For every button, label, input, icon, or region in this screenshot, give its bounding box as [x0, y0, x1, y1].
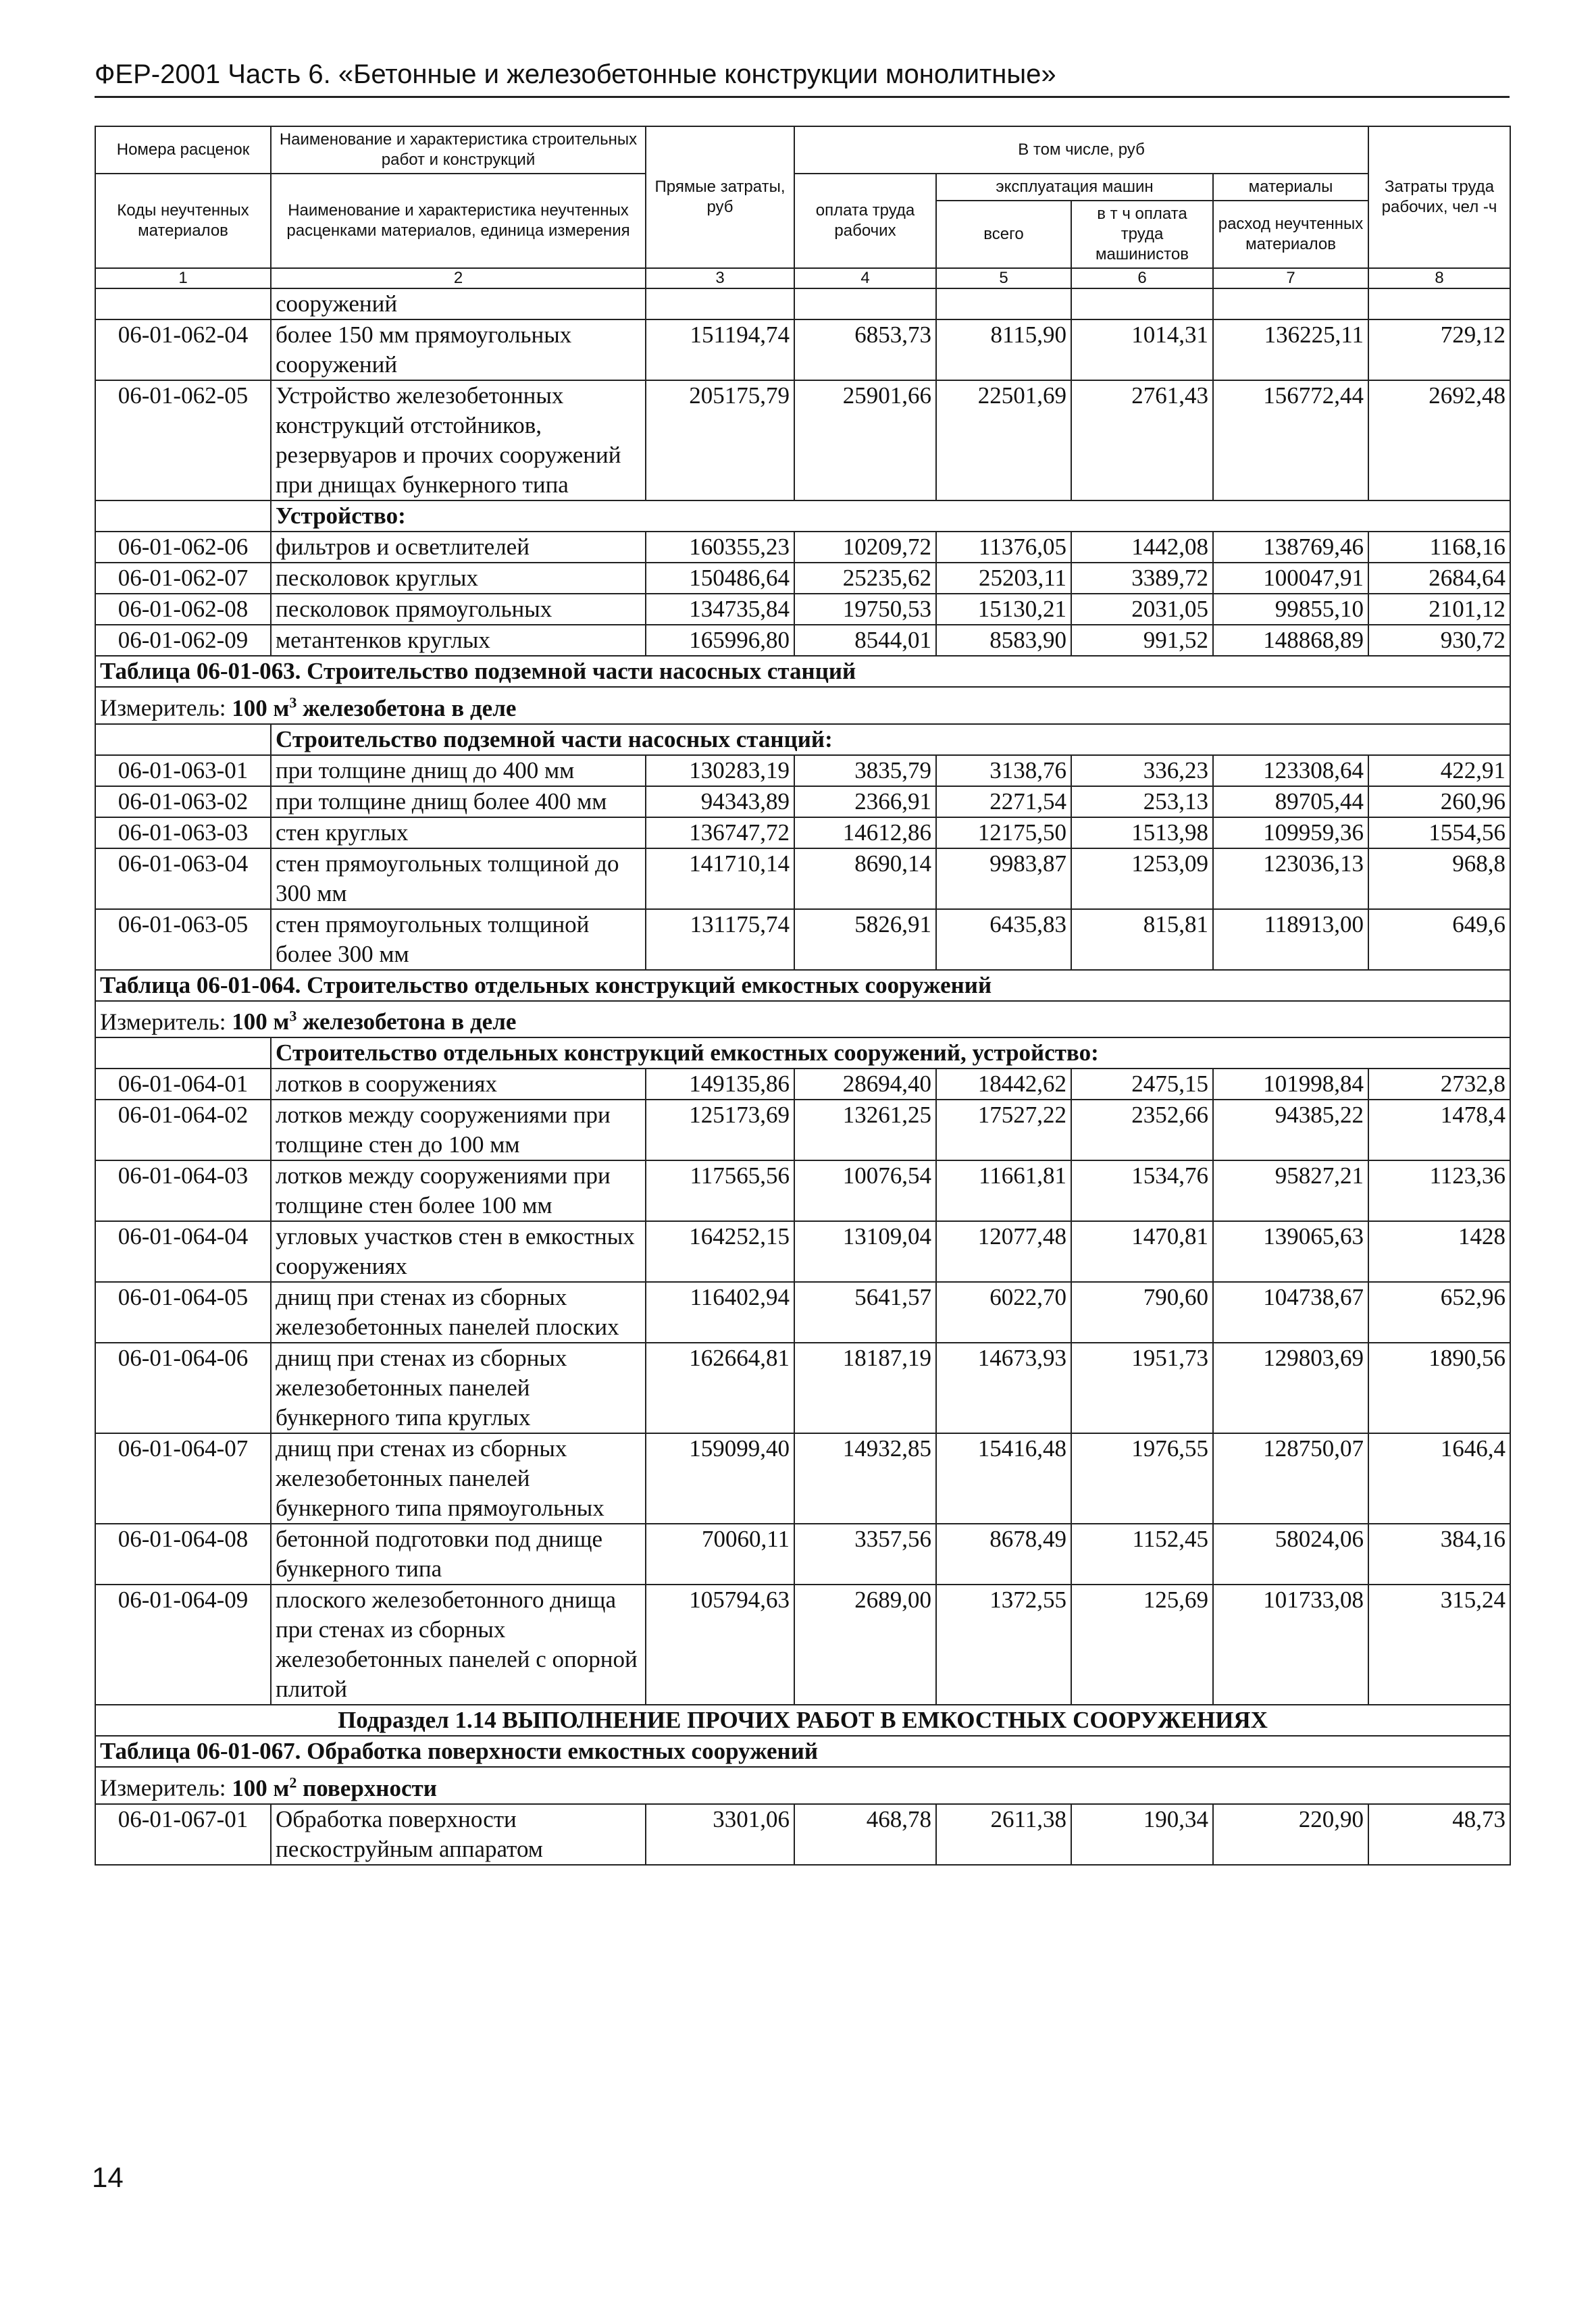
rate-value: 117565,56 — [646, 1160, 794, 1221]
th-wages: оплата труда рабочих — [794, 174, 936, 268]
rate-code: 06-01-063-03 — [95, 817, 271, 848]
rate-value: 384,16 — [1368, 1524, 1510, 1585]
rate-value: 123308,64 — [1213, 755, 1368, 786]
rate-code: 06-01-064-01 — [95, 1069, 271, 1100]
group-label: Устройство: — [271, 500, 1510, 532]
rate-name: при толщине днищ более 400 мм — [271, 786, 646, 817]
th-including: В том числе, руб — [794, 126, 1368, 174]
table-row — [95, 1343, 1510, 1433]
rate-value: 1890,56 — [1368, 1343, 1510, 1433]
unit-text: поверхности — [297, 1774, 437, 1801]
rate-value: 2475,15 — [1071, 1069, 1213, 1100]
rate-value: 95827,21 — [1213, 1160, 1368, 1221]
rate-code: 06-01-062-07 — [95, 563, 271, 594]
unit-number: 100 м — [232, 1774, 290, 1801]
rate-value: 1253,09 — [1071, 848, 1213, 909]
rate-value: 14673,93 — [936, 1343, 1071, 1433]
rate-value: 2689,00 — [794, 1585, 936, 1705]
unit-cell — [95, 1001, 1510, 1038]
unit-cell — [95, 687, 1510, 724]
page-number: 14 — [92, 2161, 124, 2193]
unit-value — [232, 695, 516, 721]
unit-label: Измеритель: — [100, 694, 226, 721]
col-num: 2 — [271, 268, 646, 288]
rate-code: 06-01-063-05 — [95, 909, 271, 970]
subsection-title: Подраздел 1.14 ВЫПОЛНЕНИЕ ПРОЧИХ РАБОТ В ЕМКОСТНЫХ СООРУЖЕНИЯХ — [95, 1705, 1510, 1736]
rate-value: 220,90 — [1213, 1804, 1368, 1865]
rate-value: 28694,40 — [794, 1069, 936, 1100]
rate-value: 1014,31 — [1071, 319, 1213, 380]
table-row — [95, 288, 1510, 319]
rate-value: 1976,55 — [1071, 1433, 1213, 1524]
rate-code: 06-01-062-08 — [95, 594, 271, 625]
rate-value: 125,69 — [1071, 1585, 1213, 1705]
rate-value: 17527,22 — [936, 1100, 1071, 1160]
rate-value — [794, 288, 936, 319]
rate-value: 58024,06 — [1213, 1524, 1368, 1585]
unit-row — [95, 1001, 1510, 1038]
table-row — [95, 532, 1510, 563]
th-machines: эксплуатация машин — [936, 174, 1213, 201]
rate-name: плоского железобетонного днища при стенах из сборных железобетонных панелей с опорной плитой — [271, 1585, 646, 1705]
header-rule — [95, 96, 1510, 98]
rate-value — [1071, 288, 1213, 319]
rate-value: 123036,13 — [1213, 848, 1368, 909]
rate-value: 15130,21 — [936, 594, 1071, 625]
rate-code: 06-01-064-04 — [95, 1221, 271, 1282]
rate-value: 130283,19 — [646, 755, 794, 786]
subsection-row — [95, 1705, 1510, 1736]
rate-name: песколовок круглых — [271, 563, 646, 594]
rate-value: 1470,81 — [1071, 1221, 1213, 1282]
rate-value: 6022,70 — [936, 1282, 1071, 1343]
rate-value: 105794,63 — [646, 1585, 794, 1705]
rate-code: 06-01-064-03 — [95, 1160, 271, 1221]
unit-value — [232, 1775, 437, 1801]
rate-value — [936, 288, 1071, 319]
table-row — [95, 786, 1510, 817]
table-row — [95, 380, 1510, 500]
table-row — [95, 909, 1510, 970]
rate-code: 06-01-063-04 — [95, 848, 271, 909]
rate-code: 06-01-063-02 — [95, 786, 271, 817]
rate-value: 94385,22 — [1213, 1100, 1368, 1160]
rate-value: 94343,89 — [646, 786, 794, 817]
rate-value: 468,78 — [794, 1804, 936, 1865]
rate-code: 06-01-062-06 — [95, 532, 271, 563]
table-row — [95, 1524, 1510, 1585]
rate-value: 116402,94 — [646, 1282, 794, 1343]
rate-value: 1951,73 — [1071, 1343, 1213, 1433]
rate-value: 1554,56 — [1368, 817, 1510, 848]
rate-name: днищ при стенах из сборных железобетонных панелей бункерного типа круглых — [271, 1343, 646, 1433]
rate-value: 1168,16 — [1368, 532, 1510, 563]
rate-value: 5641,57 — [794, 1282, 936, 1343]
table-063-title — [95, 656, 1510, 687]
table-row — [95, 1585, 1510, 1705]
rate-value: 1513,98 — [1071, 817, 1213, 848]
rate-code: 06-01-067-01 — [95, 1804, 271, 1865]
rate-value: 3835,79 — [794, 755, 936, 786]
rate-code: 06-01-064-02 — [95, 1100, 271, 1160]
rate-value: 12077,48 — [936, 1221, 1071, 1282]
rate-code: 06-01-064-08 — [95, 1524, 271, 1585]
rate-value: 815,81 — [1071, 909, 1213, 970]
rate-value: 12175,50 — [936, 817, 1071, 848]
rate-value: 1478,4 — [1368, 1100, 1510, 1160]
rate-name: лотков в сооружениях — [271, 1069, 646, 1100]
rate-value: 1534,76 — [1071, 1160, 1213, 1221]
rate-value: 25203,11 — [936, 563, 1071, 594]
rate-code: 06-01-062-04 — [95, 319, 271, 380]
rate-value: 1442,08 — [1071, 532, 1213, 563]
rate-value: 2761,43 — [1071, 380, 1213, 500]
rate-value: 148868,89 — [1213, 625, 1368, 656]
rate-name: стен прямоугольных толщиной до 300 мм — [271, 848, 646, 909]
table-row — [95, 755, 1510, 786]
th-name-works: Наименование и характеристика строительных работ и конструкций — [271, 126, 646, 174]
rate-code: 06-01-064-05 — [95, 1282, 271, 1343]
rate-value: 13109,04 — [794, 1221, 936, 1282]
rate-name: стен прямоугольных толщиной более 300 мм — [271, 909, 646, 970]
unit-number: 100 м — [232, 694, 290, 721]
rate-value: 160355,23 — [646, 532, 794, 563]
rate-value: 11661,81 — [936, 1160, 1071, 1221]
rate-code: 06-01-063-01 — [95, 755, 271, 786]
rate-value: 25901,66 — [794, 380, 936, 500]
table-row — [95, 625, 1510, 656]
rate-value: 8115,90 — [936, 319, 1071, 380]
rate-value: 205175,79 — [646, 380, 794, 500]
table-row — [95, 848, 1510, 909]
group-row — [95, 724, 1510, 755]
rate-value: 2732,8 — [1368, 1069, 1510, 1100]
rate-name: Устройство железобетонных конструкций отстойников, резервуаров и прочих сооружений при днищах бункерного типа — [271, 380, 646, 500]
rate-value: 1428 — [1368, 1221, 1510, 1282]
table-063-title-cell: Таблица 06-01-063. Строительство подземной части насосных станций — [95, 656, 1510, 687]
th-name-materials: Наименование и характеристика неучтенных расценками материалов, единица измерения — [271, 174, 646, 268]
rate-value: 164252,15 — [646, 1221, 794, 1282]
col-num: 6 — [1071, 268, 1213, 288]
table-row — [95, 817, 1510, 848]
table-row — [95, 1433, 1510, 1524]
rate-value — [1368, 288, 1510, 319]
th-labor: Затраты труда рабочих, чел -ч — [1368, 126, 1510, 268]
rate-value: 125173,69 — [646, 1100, 794, 1160]
th-machines-total: всего — [936, 201, 1071, 268]
rate-value: 8690,14 — [794, 848, 936, 909]
rate-name: более 150 мм прямоугольных сооружений — [271, 319, 646, 380]
table-064-title-cell: Таблица 06-01-064. Строительство отдельных конструкций емкостных сооружений — [95, 970, 1510, 1001]
rate-value: 141710,14 — [646, 848, 794, 909]
rate-value: 138769,46 — [1213, 532, 1368, 563]
rate-value: 25235,62 — [794, 563, 936, 594]
rate-value: 13261,25 — [794, 1100, 936, 1160]
unit-text: железобетона в деле — [297, 1008, 517, 1035]
unit-exponent: 3 — [289, 694, 297, 711]
rate-name: при толщине днищ до 400 мм — [271, 755, 646, 786]
rate-value: 1372,55 — [936, 1585, 1071, 1705]
th-codes: Коды неучтенных материалов — [95, 174, 271, 268]
group-code — [95, 1037, 271, 1069]
rate-value: 1123,36 — [1368, 1160, 1510, 1221]
th-direct-costs: Прямые затраты, руб — [646, 126, 794, 268]
rate-value: 14932,85 — [794, 1433, 936, 1524]
rate-value: 1646,4 — [1368, 1433, 1510, 1524]
rate-value: 128750,07 — [1213, 1433, 1368, 1524]
rate-value: 190,34 — [1071, 1804, 1213, 1865]
rate-value: 2692,48 — [1368, 380, 1510, 500]
rate-value: 100047,91 — [1213, 563, 1368, 594]
rate-value: 930,72 — [1368, 625, 1510, 656]
rate-code: 06-01-062-05 — [95, 380, 271, 500]
group-label: Строительство подземной части насосных станций: — [271, 724, 1510, 755]
rate-value: 10209,72 — [794, 532, 936, 563]
table-row — [95, 319, 1510, 380]
rate-value: 253,13 — [1071, 786, 1213, 817]
col-num: 5 — [936, 268, 1071, 288]
th-machines-wages: в т ч оплата труда машинистов — [1071, 201, 1213, 268]
unit-row — [95, 1767, 1510, 1804]
rate-value: 6853,73 — [794, 319, 936, 380]
rate-name: лотков между сооружениями при толщине стен до 100 мм — [271, 1100, 646, 1160]
unit-label: Измеритель: — [100, 1774, 226, 1801]
rate-value: 89705,44 — [1213, 786, 1368, 817]
rate-value: 3389,72 — [1071, 563, 1213, 594]
rate-value: 2352,66 — [1071, 1100, 1213, 1160]
rate-name: песколовок прямоугольных — [271, 594, 646, 625]
group-code — [95, 724, 271, 755]
rate-value: 991,52 — [1071, 625, 1213, 656]
header-row-2 — [95, 174, 1510, 201]
rate-value: 14612,86 — [794, 817, 936, 848]
rate-value: 6435,83 — [936, 909, 1071, 970]
rate-value: 150486,64 — [646, 563, 794, 594]
rate-value: 2031,05 — [1071, 594, 1213, 625]
rate-value: 101998,84 — [1213, 1069, 1368, 1100]
rate-value: 968,8 — [1368, 848, 1510, 909]
unit-cell — [95, 1767, 1510, 1804]
rate-value: 101733,08 — [1213, 1585, 1368, 1705]
rate-value: 165996,80 — [646, 625, 794, 656]
col-num: 3 — [646, 268, 794, 288]
rate-name: метантенков круглых — [271, 625, 646, 656]
unit-value — [232, 1008, 516, 1035]
unit-text: железобетона в деле — [297, 694, 517, 721]
rate-value: 260,96 — [1368, 786, 1510, 817]
th-materials-consumption: расход неучтенных материалов — [1213, 201, 1368, 268]
rate-name: днищ при стенах из сборных железобетонных панелей бункерного типа прямоугольных — [271, 1433, 646, 1524]
rate-value: 3138,76 — [936, 755, 1071, 786]
rate-value: 118913,00 — [1213, 909, 1368, 970]
rate-name: угловых участков стен в емкостных сооружениях — [271, 1221, 646, 1282]
table-067-title — [95, 1736, 1510, 1767]
rate-value: 11376,05 — [936, 532, 1071, 563]
rate-value: 8678,49 — [936, 1524, 1071, 1585]
rate-value: 652,96 — [1368, 1282, 1510, 1343]
col-num: 4 — [794, 268, 936, 288]
col-num: 7 — [1213, 268, 1368, 288]
th-materials: материалы — [1213, 174, 1368, 201]
rate-value: 2366,91 — [794, 786, 936, 817]
col-num: 1 — [95, 268, 271, 288]
rate-value: 2101,12 — [1368, 594, 1510, 625]
rate-value: 48,73 — [1368, 1804, 1510, 1865]
rate-value: 336,23 — [1071, 755, 1213, 786]
rate-value: 99855,10 — [1213, 594, 1368, 625]
rate-value: 2684,64 — [1368, 563, 1510, 594]
rate-code: 06-01-062-09 — [95, 625, 271, 656]
rate-value: 8544,01 — [794, 625, 936, 656]
rate-value: 22501,69 — [936, 380, 1071, 500]
rate-value: 8583,90 — [936, 625, 1071, 656]
unit-exponent: 2 — [289, 1774, 297, 1791]
rate-code: 06-01-064-09 — [95, 1585, 271, 1705]
rate-value: 5826,91 — [794, 909, 936, 970]
rate-value — [646, 288, 794, 319]
rate-value: 159099,40 — [646, 1433, 794, 1524]
group-row — [95, 1037, 1510, 1069]
rate-value: 136225,11 — [1213, 319, 1368, 380]
rate-value — [1213, 288, 1368, 319]
table-064-title — [95, 970, 1510, 1001]
rate-value: 790,60 — [1071, 1282, 1213, 1343]
rate-value: 729,12 — [1368, 319, 1510, 380]
rate-value: 2271,54 — [936, 786, 1071, 817]
unit-exponent: 3 — [289, 1007, 297, 1025]
rate-value: 649,6 — [1368, 909, 1510, 970]
unit-row — [95, 687, 1510, 724]
table-row — [95, 1100, 1510, 1160]
th-num-rates: Номера расценок — [95, 126, 271, 174]
rate-value: 109959,36 — [1213, 817, 1368, 848]
table-row — [95, 563, 1510, 594]
rate-value: 1152,45 — [1071, 1524, 1213, 1585]
rate-value: 139065,63 — [1213, 1221, 1368, 1282]
rate-code — [95, 288, 271, 319]
rate-value: 18442,62 — [936, 1069, 1071, 1100]
col-num: 8 — [1368, 268, 1510, 288]
rate-value: 134735,84 — [646, 594, 794, 625]
rate-code: 06-01-064-07 — [95, 1433, 271, 1524]
rate-value: 15416,48 — [936, 1433, 1071, 1524]
rate-value: 18187,19 — [794, 1343, 936, 1433]
group-label: Строительство отдельных конструкций емкостных сооружений, устройство: — [271, 1037, 1510, 1069]
rate-value: 136747,72 — [646, 817, 794, 848]
rate-value: 19750,53 — [794, 594, 936, 625]
rate-name: стен круглых — [271, 817, 646, 848]
rate-value: 9983,87 — [936, 848, 1071, 909]
rate-name: сооружений — [271, 288, 646, 319]
table-067-title-cell: Таблица 06-01-067. Обработка поверхности емкостных сооружений — [95, 1736, 1510, 1767]
rate-value: 3301,06 — [646, 1804, 794, 1865]
rate-code: 06-01-064-06 — [95, 1343, 271, 1433]
rates-table — [95, 126, 1511, 1866]
table-row — [95, 594, 1510, 625]
group-code — [95, 500, 271, 532]
column-number-row — [95, 268, 1510, 288]
table-row — [95, 1804, 1510, 1865]
rate-value: 129803,69 — [1213, 1343, 1368, 1433]
rate-value: 162664,81 — [646, 1343, 794, 1433]
rate-value: 315,24 — [1368, 1585, 1510, 1705]
header-row-1 — [95, 126, 1510, 174]
rate-name: Обработка поверхности пескоструйным аппаратом — [271, 1804, 646, 1865]
rate-value: 2611,38 — [936, 1804, 1071, 1865]
unit-number: 100 м — [232, 1008, 290, 1035]
running-header: ФЕР-2001 Часть 6. «Бетонные и железобетонные конструкции монолитные» — [95, 59, 1056, 89]
rate-name: фильтров и осветлителей — [271, 532, 646, 563]
rate-value: 422,91 — [1368, 755, 1510, 786]
rate-value: 149135,86 — [646, 1069, 794, 1100]
rate-value: 10076,54 — [794, 1160, 936, 1221]
unit-label: Измеритель: — [100, 1008, 226, 1035]
group-row — [95, 500, 1510, 532]
rate-value: 70060,11 — [646, 1524, 794, 1585]
rate-name: лотков между сооружениями при толщине стен более 100 мм — [271, 1160, 646, 1221]
rate-value: 131175,74 — [646, 909, 794, 970]
table-row — [95, 1221, 1510, 1282]
rate-value: 104738,67 — [1213, 1282, 1368, 1343]
rate-value: 156772,44 — [1213, 380, 1368, 500]
rate-value: 3357,56 — [794, 1524, 936, 1585]
table-row — [95, 1282, 1510, 1343]
rate-name: бетонной подготовки под днище бункерного типа — [271, 1524, 646, 1585]
table-row — [95, 1069, 1510, 1100]
rate-name: днищ при стенах из сборных железобетонных панелей плоских — [271, 1282, 646, 1343]
table-row — [95, 1160, 1510, 1221]
rate-value: 151194,74 — [646, 319, 794, 380]
